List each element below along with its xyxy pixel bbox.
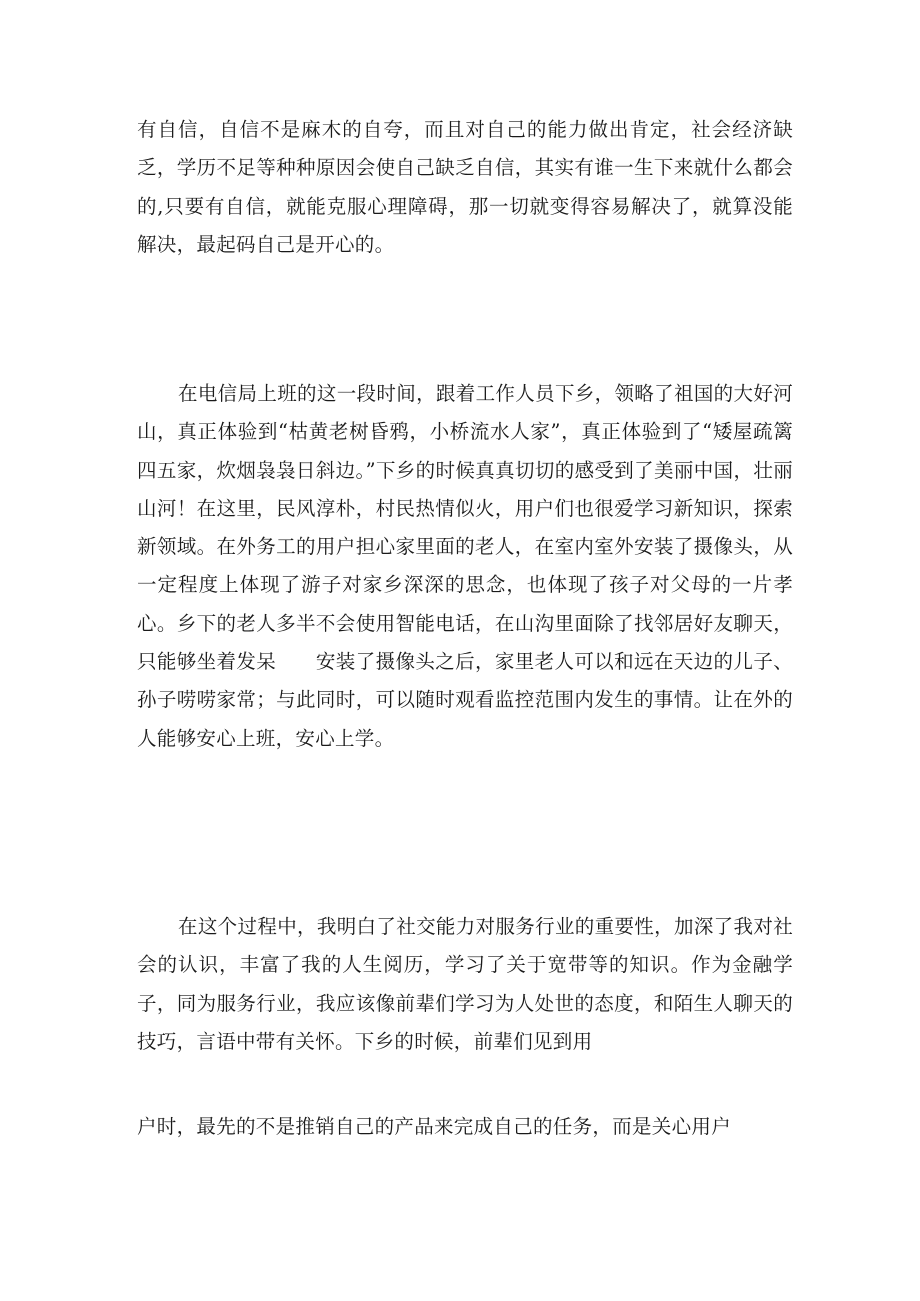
paragraph-confidence: 有自信，自信不是麻木的自夸，而且对自己的能力做出肯定，社会经济缺乏，学历不足等种种原因会使自己缺乏自信，其实有谁一生下来就什么都会的,只要有自信，就能克服心理障碍，那一切就变得容易解决了，就算没能解决，最起码自己是开心的。 xyxy=(137,118,793,256)
paragraph-social-skills: 在这个过程中，我明白了社交能力对服务行业的重要性，加深了我对社会的认识，丰富了我的人生阅历，学习了关于宽带等的知识。作为金融学子，同为服务行业，我应该像前辈们学习为人处世的态度，和陌生人聊天的技巧，言语中带有关怀。下乡的时候，前辈们见到用 xyxy=(137,915,793,1053)
paragraph-continuation: 户时，最先的不是推销自己的产品来完成自己的任务，而是关心用户 xyxy=(137,1115,732,1138)
paragraph-telecom-work: 在电信局上班的这一段时间，跟着工作人员下乡，领略了祖国的大好河山，真正体验到“枯黄老树昏鸦，小桥流水人家”，真正体验到了“矮屋疏篱四五家，炊烟袅袅日斜边。”下乡的时候真真切切的感受到了美丽中国，壮丽山河！在这里，民风淳朴，村民热情似火，用户们也很爱学习新知识，探索新领域。在外务工的用户担心家里面的老人，在室内室外安装了摄像头，从一定程度上体现了游子对家乡深深的思念，也体现了孩子对父母的一片孝心。乡下的老人多半不会使用智能电话，在山沟里面除了找邻居好友聊天，只能够坐着发呆 安装了摄像头之后，家里老人可以和远在天边的儿子、孙子唠唠家常；与此同时，可以随时观看监控范围内发生的事情。让在外的人能够安心上班，安心上学。 xyxy=(137,382,793,750)
